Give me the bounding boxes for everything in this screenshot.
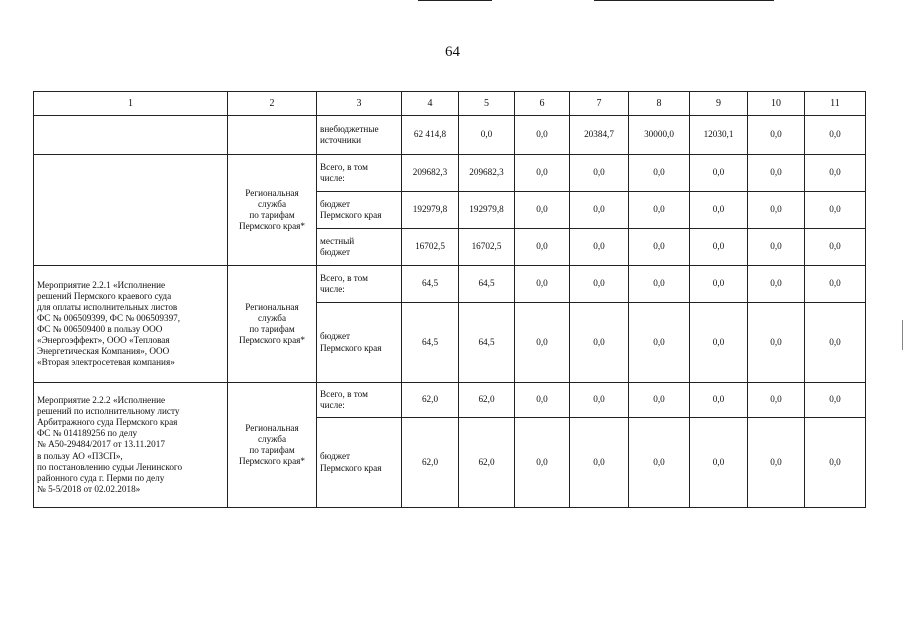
value-cell: 64,5 [459,266,515,303]
value-cell: 0,0 [748,116,805,155]
value-cell: 0,0 [690,155,748,192]
value-cell: 64,5 [402,303,459,383]
desc-cell-empty [34,116,228,155]
value-cell: 62,0 [402,418,459,508]
value-cell: 209682,3 [459,155,515,192]
value-cell: 209682,3 [402,155,459,192]
column-header: 9 [690,92,748,116]
org-cell-empty [228,116,317,155]
source-cell: Всего, в том числе: [317,383,402,418]
source-cell: внебюджетные источники [317,116,402,155]
value-cell: 0,0 [748,192,805,229]
value-cell: 0,0 [459,116,515,155]
value-cell: 0,0 [805,303,866,383]
value-cell: 0,0 [690,418,748,508]
column-header: 8 [629,92,690,116]
value-cell: 62 414,8 [402,116,459,155]
value-cell: 0,0 [805,192,866,229]
column-header: 10 [748,92,805,116]
value-cell: 20384,7 [570,116,629,155]
org-cell: Региональная служба по тарифам Пермского края* [228,155,317,266]
value-cell: 12030,1 [690,116,748,155]
value-cell: 0,0 [805,229,866,266]
value-cell: 62,0 [459,418,515,508]
scan-artifact-edge [902,320,903,350]
table-row [34,116,866,155]
org-cell: Региональная служба по тарифам Пермского края* [228,383,317,508]
value-cell: 0,0 [515,418,570,508]
budget-table [33,91,866,508]
value-cell: 0,0 [690,192,748,229]
table-row [34,383,866,418]
value-cell: 0,0 [748,418,805,508]
page-number: 64 [445,44,460,60]
value-cell: 192979,8 [459,192,515,229]
value-cell: 0,0 [515,229,570,266]
column-header: 3 [317,92,402,116]
column-header: 2 [228,92,317,116]
source-cell: Всего, в том числе: [317,266,402,303]
value-cell: 0,0 [690,383,748,418]
value-cell: 0,0 [629,192,690,229]
value-cell: 0,0 [570,303,629,383]
source-cell: местный бюджет [317,229,402,266]
value-cell: 0,0 [690,266,748,303]
value-cell: 0,0 [629,303,690,383]
column-header: 5 [459,92,515,116]
value-cell: 0,0 [690,303,748,383]
measure-description: Мероприятие 2.2.2 «Исполнение решений по исполнительному листу Арбитражного суда Пермского края ФС № 014189256 по делу № А50-29484/2017 от 13.11.2017 в пользу АО «ПЗСП», по постановлению судьи Ленинского районного суда г. Перми по делу № 5-5/2018 от 02.02.2018» [34,383,228,508]
scan-artifact-line [594,0,774,1]
value-cell: 64,5 [402,266,459,303]
value-cell: 62,0 [402,383,459,418]
source-cell: бюджет Пермского края [317,418,402,508]
value-cell: 30000,0 [629,116,690,155]
value-cell: 0,0 [515,116,570,155]
value-cell: 0,0 [629,383,690,418]
value-cell: 0,0 [748,229,805,266]
desc-cell-empty [34,155,228,266]
value-cell: 0,0 [805,116,866,155]
value-cell: 0,0 [748,266,805,303]
scan-artifact-line [418,0,492,1]
value-cell: 0,0 [570,229,629,266]
source-cell: бюджет Пермского края [317,192,402,229]
value-cell: 0,0 [515,155,570,192]
table-header-row [34,92,866,116]
source-cell: бюджет Пермского края [317,303,402,383]
value-cell: 0,0 [570,266,629,303]
value-cell: 0,0 [515,383,570,418]
value-cell: 0,0 [629,155,690,192]
column-header: 1 [34,92,228,116]
column-header: 7 [570,92,629,116]
column-header: 11 [805,92,866,116]
value-cell: 0,0 [629,418,690,508]
value-cell: 0,0 [570,383,629,418]
column-header: 6 [515,92,570,116]
value-cell: 0,0 [805,383,866,418]
value-cell: 0,0 [748,155,805,192]
value-cell: 0,0 [690,229,748,266]
value-cell: 0,0 [805,155,866,192]
org-cell: Региональная служба по тарифам Пермского края* [228,266,317,383]
measure-description: Мероприятие 2.2.1 «Исполнение решений Пермского краевого суда для оплаты исполнительных листов ФС № 006509399, ФС № 006509397, ФС № 006509400 в пользу ООО «Энергоэффект», ООО «Тепловая Энергетическая Компания», ООО «Вторая электросетевая компания» [34,266,228,383]
value-cell: 192979,8 [402,192,459,229]
table-row [34,155,866,192]
value-cell: 0,0 [570,192,629,229]
value-cell: 0,0 [570,418,629,508]
value-cell: 64,5 [459,303,515,383]
value-cell: 0,0 [805,418,866,508]
value-cell: 0,0 [515,303,570,383]
value-cell: 0,0 [805,266,866,303]
value-cell: 0,0 [748,383,805,418]
column-header: 4 [402,92,459,116]
value-cell: 0,0 [629,229,690,266]
value-cell: 0,0 [515,266,570,303]
value-cell: 16702,5 [459,229,515,266]
table-row [34,266,866,303]
value-cell: 62,0 [459,383,515,418]
value-cell: 0,0 [570,155,629,192]
value-cell: 0,0 [515,192,570,229]
value-cell: 0,0 [748,303,805,383]
value-cell: 16702,5 [402,229,459,266]
source-cell: Всего, в том числе: [317,155,402,192]
value-cell: 0,0 [629,266,690,303]
